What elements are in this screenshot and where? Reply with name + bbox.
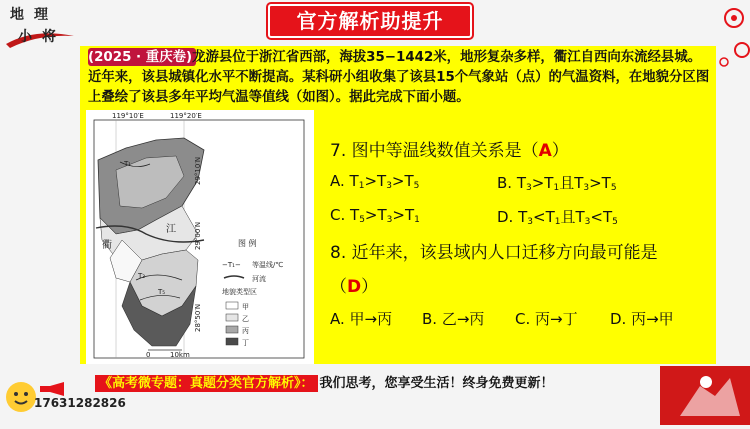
q8-option-d: D. 丙→甲 [610, 310, 674, 328]
landform-map [86, 110, 314, 364]
q8-option-a: A. 甲→丙 [330, 310, 393, 328]
lon-label: 119°10′E [112, 112, 144, 120]
footer-slogan: 我们思考，您享受生活！终身免费更新！ [319, 376, 554, 391]
legend-zone: 乙 [242, 315, 249, 323]
scale-label: 0 [146, 351, 151, 359]
lon-label: 119°20′E [170, 112, 202, 120]
legend-title: 图 例 [238, 239, 257, 248]
footer-highlight: 《高考微专题：真题分类官方解析》： [95, 375, 318, 392]
q7-option-b: B. $T_3>T_1$且$T_3>T_5$ [497, 174, 617, 193]
logo-char: 将 [42, 29, 56, 45]
city-label: 衢 [102, 240, 112, 251]
isotherm-label: T₁ [124, 160, 132, 168]
brand-logo [4, 2, 76, 50]
q8-option-c: C. 丙→丁 [515, 310, 578, 328]
legend-river: 河流 [252, 275, 266, 283]
isotherm-label: T₃ [138, 272, 146, 280]
q8-option-b: B. 乙→丙 [422, 310, 485, 328]
q7-stem: 7. 图中等温线数值关系是（A） [330, 141, 569, 161]
q7-option-d: D. $T_3<T_1$且$T_3<T_5$ [497, 208, 618, 227]
logo-swoosh-icon [4, 22, 76, 50]
decorative-artwork [660, 366, 750, 425]
intro-text: 龙游县位于浙江省西部，海拔35−1442米，地形复杂多样，衢江自西向东流经县城。近年来，该县城镇化水平不断提高。某科研小组收集了该县15个气象站（点）的气温资料，在地貌分区图上叠绘了该县多年平均气温等值线（如图）。据此完成下面小题。 [88, 50, 710, 105]
lat-label: 29°00′N [194, 221, 202, 250]
q7-option-a: A. $T_1>T_3>T_5$ [330, 172, 420, 191]
q8-stem: 8. 近年来，该县域内人口迁移方向最可能是 [330, 243, 658, 263]
isotherm-label: T₅ [158, 288, 166, 296]
footer-bar [95, 374, 665, 394]
emoji-face-icon [6, 382, 36, 412]
megaphone-icon [38, 382, 72, 396]
scale-label: 10km [170, 351, 190, 359]
source-badge: (2025 · 重庆卷) [88, 50, 193, 65]
lat-label: 29°10′N [194, 156, 202, 185]
logo-char: 地 [10, 7, 24, 23]
lat-label: 28°50′N [194, 303, 202, 332]
contact-phone: 17631282826 [34, 396, 126, 410]
q8-answer-line: （D） [330, 277, 379, 297]
q7-option-c: C. $T_5>T_3>T_1$ [330, 206, 420, 225]
legend-symbol: −T₁− [222, 261, 241, 269]
river-label: 江 [166, 224, 176, 235]
legend-isotherm: 等温线/℃ [252, 261, 284, 269]
logo-char: 小 [18, 29, 32, 45]
question-intro [88, 48, 713, 108]
q8-answer: D [347, 277, 362, 297]
page-title: 官方解析助提升 [268, 4, 472, 38]
legend-zone: 丁 [242, 339, 249, 347]
legend-zones-title: 地貌类型区 [222, 288, 257, 296]
logo-char: 理 [34, 7, 48, 23]
legend-zone: 丙 [242, 327, 249, 335]
legend-zone: 甲 [242, 303, 249, 311]
q7-answer: A [538, 141, 552, 161]
